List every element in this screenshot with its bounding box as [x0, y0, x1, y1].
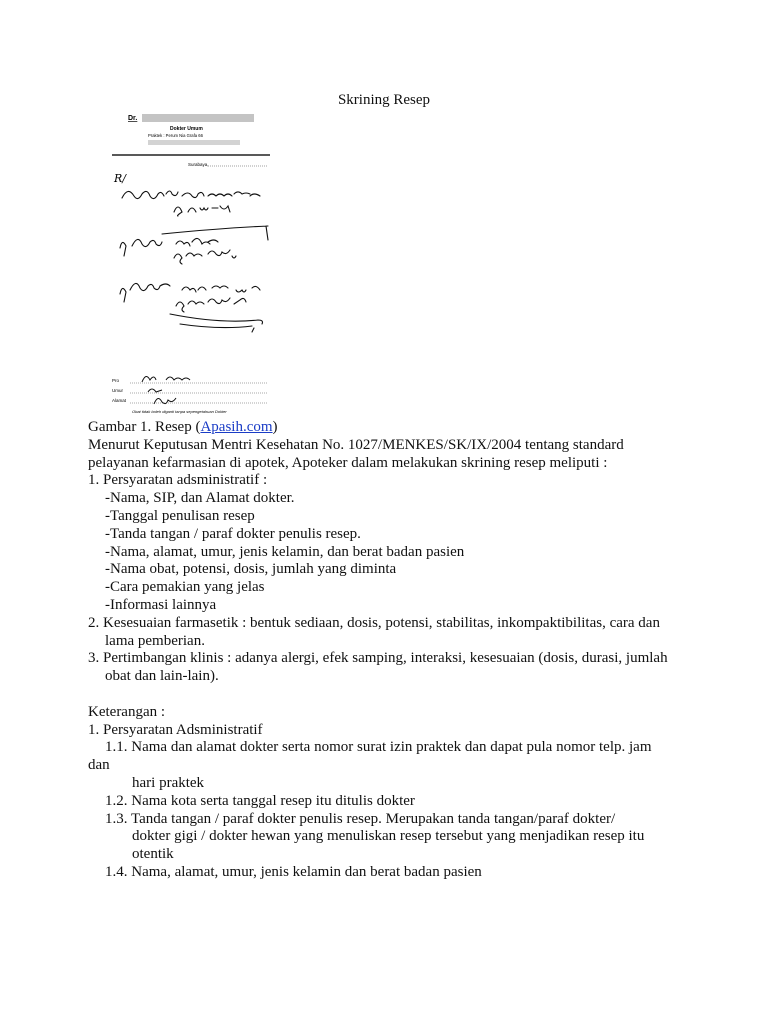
city-label: Surabaya,: [188, 162, 209, 167]
list-item-1-sub: -Informasi lainnya: [105, 596, 217, 613]
handwritten-prescription: [120, 191, 268, 332]
list-item-2-continuation: lama pemberian.: [105, 632, 205, 649]
apasih-link[interactable]: Apasih.com: [200, 419, 273, 435]
list-item-3: 3. Pertimbangan klinis : adanya alergi, efek samping, interaksi, kesesuaian (dosis, durasi, jumlah: [88, 650, 668, 667]
practice-address: Praktek : Perum Nia Grafa 66: [148, 133, 203, 138]
keterangan-1-3: 1.3. Tanda tangan / paraf dokter penulis resep. Merupakan tanda tangan/paraf dokter/: [105, 810, 616, 827]
doctor-type: Dokter Umum: [170, 126, 203, 132]
blurred-sip: [148, 140, 240, 145]
keterangan-1-1-cont: hari praktek: [132, 774, 205, 791]
keterangan-1-3-cont: otentik: [132, 846, 174, 863]
label-alamat: Alamat: [112, 398, 127, 403]
list-item-1-sub: -Tanda tangan / paraf dokter penulis resep.: [105, 525, 361, 542]
list-item-2: 2. Kesesuaian farmasetik : bentuk sediaan, dosis, potensi, stabilitas, inkompaktibilitas, cara dan: [88, 614, 660, 631]
list-item-1-sub: -Cara pemakian yang jelas: [105, 579, 265, 596]
list-item-1-sub: -Nama obat, potensi, dosis, jumlah yang diminta: [105, 561, 397, 578]
keterangan-1-3-cont: dokter gigi / dokter hewan yang menuliskan resep tersebut yang menjadikan resep itu: [132, 828, 645, 845]
doctor-prefix: Dr.: [128, 115, 138, 122]
prescription-image: [108, 108, 274, 420]
keterangan-1-4: 1.4. Nama, alamat, umur, jenis kelamin dan berat badan pasien: [105, 863, 482, 880]
keterangan-section-1: 1. Persyaratan Adsministratif: [88, 721, 263, 738]
intro-paragraph: Menurut Keputusan Mentri Kesehatan No. 1027/MENKES/SK/IX/2004 tentang standard pelayanan kefarmasian di apotek, Apoteker dalam melakukan skrining resep meliputi :: [88, 436, 624, 471]
blurred-doctor-name: [142, 114, 254, 122]
list-item-1: 1. Persyaratan adsministratif :: [88, 472, 268, 489]
footer-note: Obat tidak boleh diganti tanpa sepengetahuan Dokter: [132, 409, 227, 414]
figure-caption: Gambar 1. Resep (Apasih.com): [88, 419, 278, 435]
keterangan-heading: Keterangan :: [88, 703, 166, 720]
page-title: Skrining Resep: [337, 92, 431, 108]
label-umur: Umur: [112, 388, 123, 393]
list-item-1-sub: -Tanggal penulisan resep: [105, 507, 255, 524]
document-body: [88, 419, 688, 882]
list-item-3-continuation: obat dan lain-lain).: [105, 668, 219, 685]
list-item-1-sub: -Nama, SIP, dan Alamat dokter.: [105, 490, 295, 507]
keterangan-1-2: 1.2. Nama kota serta tanggal resep itu ditulis dokter: [105, 792, 415, 809]
keterangan-1-1: 1.1. Nama dan alamat dokter serta nomor surat izin praktek dan dapat pula nomor telp. jam: [105, 739, 652, 756]
keterangan-1-1-wrap: dan: [88, 757, 110, 774]
list-item-1-sub: -Nama, alamat, umur, jenis kelamin, dan berat badan pasien: [105, 543, 465, 560]
patient-info: [112, 376, 268, 404]
rx-symbol: R/: [114, 172, 126, 185]
label-pro: Pro: [112, 378, 120, 383]
